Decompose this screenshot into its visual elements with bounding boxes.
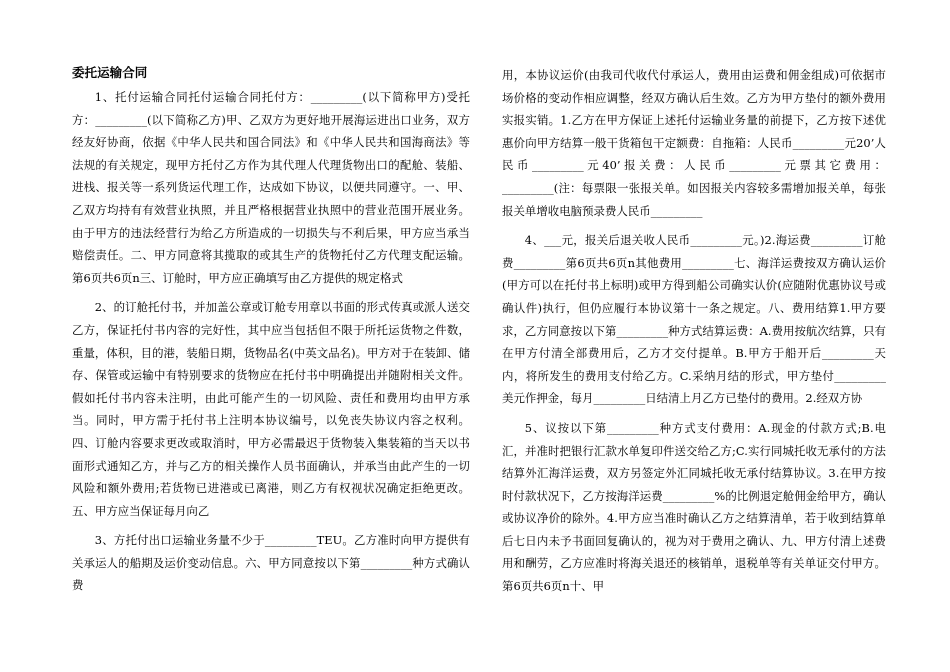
- paragraph-5: 5、议按以下第_________种方式支付费用：A.现金的付款方式;B.电汇，并准时把银行汇款水单复印件送交给乙方;C.实行同城托收无承付的方法结算外汇海洋运费，双方另签定外汇同城托收无承付结算协议。3.在甲方按时付款状况下，乙方按海洋运费_________%的比例退定舱佣金给甲方，确认或协议净价的除外。4.甲方应当准时确认乙方之结算清单，若于收到结算单后七日内未予书面回复确认的，视为对于费用之确认、九、甲方付清上述费用和酬劳，乙方应准时将海关退还的核销单，退税单等有关单证交付甲方。第6页共6页n十、甲: [502, 420, 886, 594]
- paragraph-3: 3、方托付出口运输业务量不少于_________TEU。乙方准时向甲方提供有关承运人的船期及运价变动信息。六、甲方同意按以下第_________种方式确认费: [72, 533, 470, 593]
- paragraph-3-continued: 用，本协议运价(由我司代收代付承运人，费用由运费和佣金组成)可依据市场价格的变动作相应调整，经双方确认后生效。乙方为甲方垫付的额外费用实报实销。1.乙方在甲方保证上述托付运输业务量的前提下，乙方按下述优惠价向甲方结算一般干货箱包干定额费：自拖箱：人民币_________元20’人民币_________元40’报关费：人民币_________元票其它费用：_________(注：每票限一张报关单。如因报关内容较多需增加报关单，每张报关单增收电脑预录费人民币_________: [502, 68, 886, 218]
- document-title: 委托运输合同: [72, 65, 148, 80]
- left-column: [72, 62, 470, 604]
- paragraph-4: 4、___元，报关后退关收人民币_________元。)2.海运费_________订舱费_________第6页共6页n其他费用_________七、海洋运费按双方确认运价(甲方可以在托付书上标明)或甲方得到船公司确实认价(应随附优惠协议号或确认件)执行，但仍应履行本协议第十一条之规定。八、费用结算1.甲方要求，乙方同意按以下第_________种方式结算运费：A.费用按航次结算，只有在甲方付清全部费用后，乙方才交付提单。B.甲方于船开后_________天内，将所发生的费用支付给乙方。C.采纳月结的形式，甲方垫付_________美元作押金，每月_________日结清上月乙方已垫付的费用。2.经双方协: [502, 233, 886, 406]
- paragraph-1: 1、托付运输合同托付运输合同托付方：_________(以下简称甲方)受托方：_________(以下简称乙方)甲、乙双方为更好地开展海运进出口业务，双方经友好协商，依据《中华人民共和国合同法》和《中华人民共和国海商法》等法规的有关规定，现甲方托付乙方作为其代理人代理货物出口的配舱、装船、进栈、报关等一系列货运代理工作，达成如下协议，以便共同遵守。一、甲、乙双方均持有有效营业执照，并且严格根据营业执照中的营业范围开展业务。由于甲方的违法经营行为给乙方所造成的一切损失与不利后果，甲方应当承当赔偿责任。二、甲方同意将其揽取的或其生产的货物托付乙方代理支配运输。第6页共6页n三、订舱时，甲方应正确填写由乙方提供的规定格式: [72, 90, 470, 285]
- right-column: [502, 64, 886, 605]
- paragraph-2: 2、的订舱托付书，并加盖公章或订舱专用章以书面的形式传真或派人送交乙方，保证托付书内容的完好性，其中应当包括但不限于所托运货物之件数，重量，体积，目的港，装船日期，货物品名(中英文品名)。甲方对于在装卸、储存、保管或运输中有特别要求的货物应在托付书中明确提出并随附相关文件。假如托付书内容未注明，由此可能产生的一切风险、责任和费用均由甲方承当。同时，甲方需于托付书上注明本协议编号，以免丧失协议内容之权利。四、订舱内容要求更改或取消时，甲方必需最迟于货物装入集装箱的当天以书面形式通知乙方，并与乙方的相关操作人员书面确认，并承当由此产生的一切风险和额外费用;若货物已进港或已离港，则乙方有权视状况确定拒绝更改。五、甲方应当保证每月向乙: [72, 300, 470, 518]
